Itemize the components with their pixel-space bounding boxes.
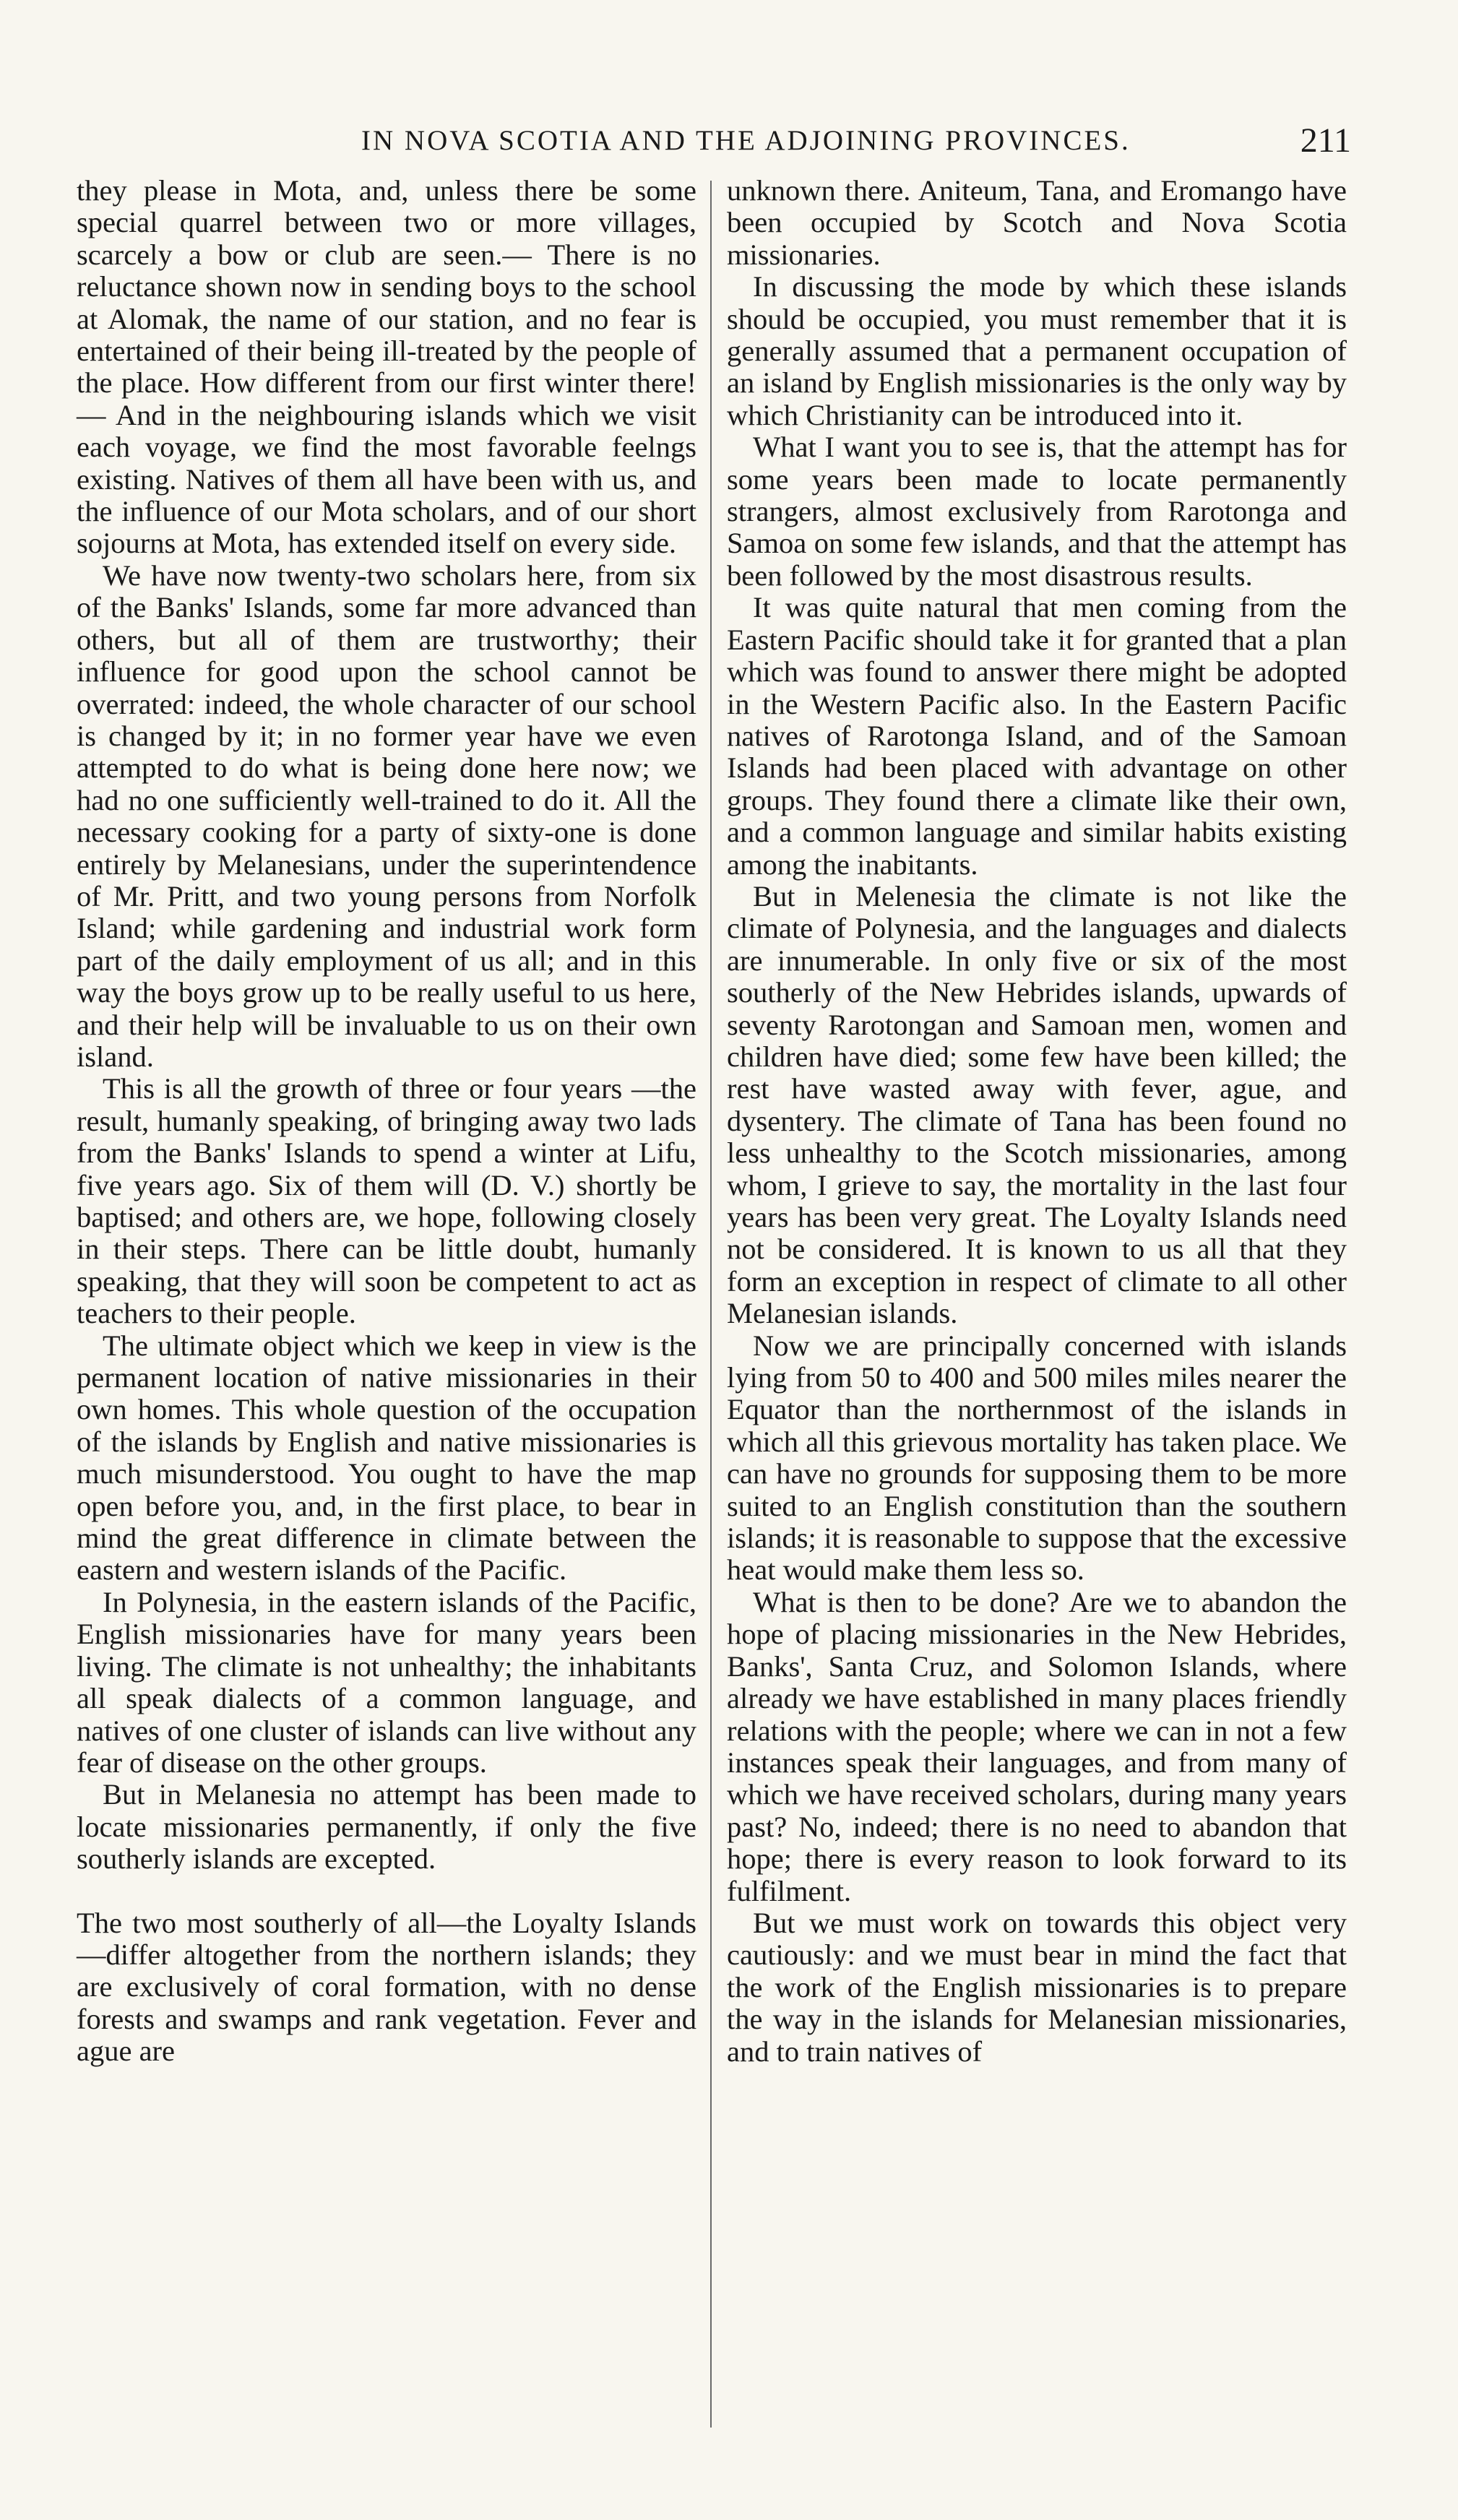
paragraph: But in Melenesia the climate is not like the climate of Polynesia, and the languages and dialects are innumerable. In only five or six of the most southerly of the New Hebrides islands, upwards of seventy Rarotongan and Samoan men, women and children have died; some few have been killed; the rest have wasted away with fever, ague, and dysentery. The climate of Tana has been found no less unhealthy to the Scotch missionaries, among whom, I grieve to say, the mortality in the last four years has been very great. The Loyalty Islands need not be considered. It is known to us all that they form an exception in respect of climate to all other Melanesian islands. [727,879,1347,1330]
right-column [727,175,1347,2068]
page-number: 211 [1300,121,1351,160]
paragraph: unknown there. Aniteum, Tana, and Eromango have been occupied by Scotch and Nova Scotia missionaries. [727,174,1347,271]
paragraph: This is all the growth of three or four years —the result, humanly speaking, of bringing away two lads from the Banks' Islands to spend a winter at Lifu, five years ago. Six of them will (D. V.) shortly be baptised; and others are, we hope, following closely in their steps. There can be little doubt, humanly speaking, that they will soon be competent to act as teachers to their people. [77,1072,696,1330]
paragraph: But we must work on towards this object very cautiously: and we must bear in mind the fact that the work of the English missionaries is to prepare the way in the islands for Melanesian missionaries, and to train natives of [727,1906,1347,2068]
paragraph: We have now twenty-two scholars here, from six of the Banks' Islands, some far more advanced than others, but all of them are trustworthy; their influence for good upon the school cannot be overrated: indeed, the whole character of our school is changed by it; in no former year have we even attempted to do what is being done here now; we had no one sufficiently well-trained to do it. All the necessary cooking for a party of sixty-one is done entirely by Melanesians, under the superintendence of Mr. Pritt, and two young persons from Norfolk Island; while gardening and industrial work form part of the daily employment of us all; and in this way the boys grow up to be really useful to us here, and their help will be invaluable to us on their own island. [77,558,696,1073]
paragraph: It was quite natural that men coming from the Eastern Pacific should take it for granted that a plan which was found to answer there might be adopted in the Western Pacific also. In the Eastern Pacific natives of Rarotonga Island, and of the Samoan Islands had been placed with advantage on other groups. They found there a climate like their own, and a common language and similar habits existing among the inabitants. [727,591,1347,881]
left-column [77,175,696,2068]
column-divider [710,181,712,2428]
paragraph: What I want you to see is, that the attempt has for some years been made to locate permanently strangers, almost exclusively from Rarotonga and Samoa on some few islands, and that the attempt has been followed by the most disastrous results. [727,431,1347,592]
paragraph: they please in Mota, and, unless there be some special quarrel between two or more villages, scarcely a bow or club are seen.— There is no reluctance shown now in sending boys to the school at Alomak, the name of our station, and no fear is entertained of their being ill-treated by the people of the place. How different from our first winter there!— And in the neighbouring islands which we visit each voyage, we find the most favorable feelngs existing. Natives of them all have been with us, and the influence of our Mota scholars, and of our short sojourns at Mota, has extended itself on every side. [77,174,696,560]
running-head [79,116,1380,166]
paragraph: Now we are principally concerned with islands lying from 50 to 400 and 500 miles miles nearer the Equator than the northernmost of the islands in which all this grievous mortality has taken place. We can have no grounds for supposing them to be more suited to an English constitution than the southern islands; it is reasonable to suppose that the excessive heat would make them less so. [727,1329,1347,1587]
paragraph: What is then to be done? Are we to abandon the hope of placing missionaries in the New Hebrides, Banks', Santa Cruz, and Solomon Islands, where already we have established in many places friendly relations with the people; where we can in not a few instances speak their languages, and from many of which we have received scholars, during many years past? No, indeed; there is no need to abandon that hope; there is every reason to look forward to its fulfilment. [727,1585,1347,1907]
paragraph: In discussing the mode by which these islands should be occupied, you must remember that it is generally assumed that a permanent occupation of an island by English missionaries is the only way by which Christianity can be introduced into it. [727,270,1347,431]
paragraph: In Polynesia, in the eastern islands of the Pacific, English missionaries have for many years been living. The climate is not unhealthy; the inhabitants all speak dialects of a common language, and natives of one cluster of islands can live without any fear of disease on the other groups. [77,1585,696,1779]
paragraph: The ultimate object which we keep in view is the permanent location of native missionaries in their own homes. This whole question of the occupation of the islands by English and native missionaries is much misunderstood. You ought to have the map open before you, and, in the first place, to bear in mind the great difference in climate between the eastern and western islands of the Pacific. [77,1329,696,1587]
paragraph: But in Melanesia no attempt has been made to locate missionaries permanently, if only the five southerly islands are excepted. [77,1778,696,1876]
running-title: IN NOVA SCOTIA AND THE ADJOINING PROVINCES. [361,125,1131,156]
paragraph: The two most southerly of all—the Loyalty Islands—differ altogether from the northern islands; they are exclusively of coral formation, with no dense forests and swamps and rank vegetation. Fever and ague are [77,1906,696,2068]
